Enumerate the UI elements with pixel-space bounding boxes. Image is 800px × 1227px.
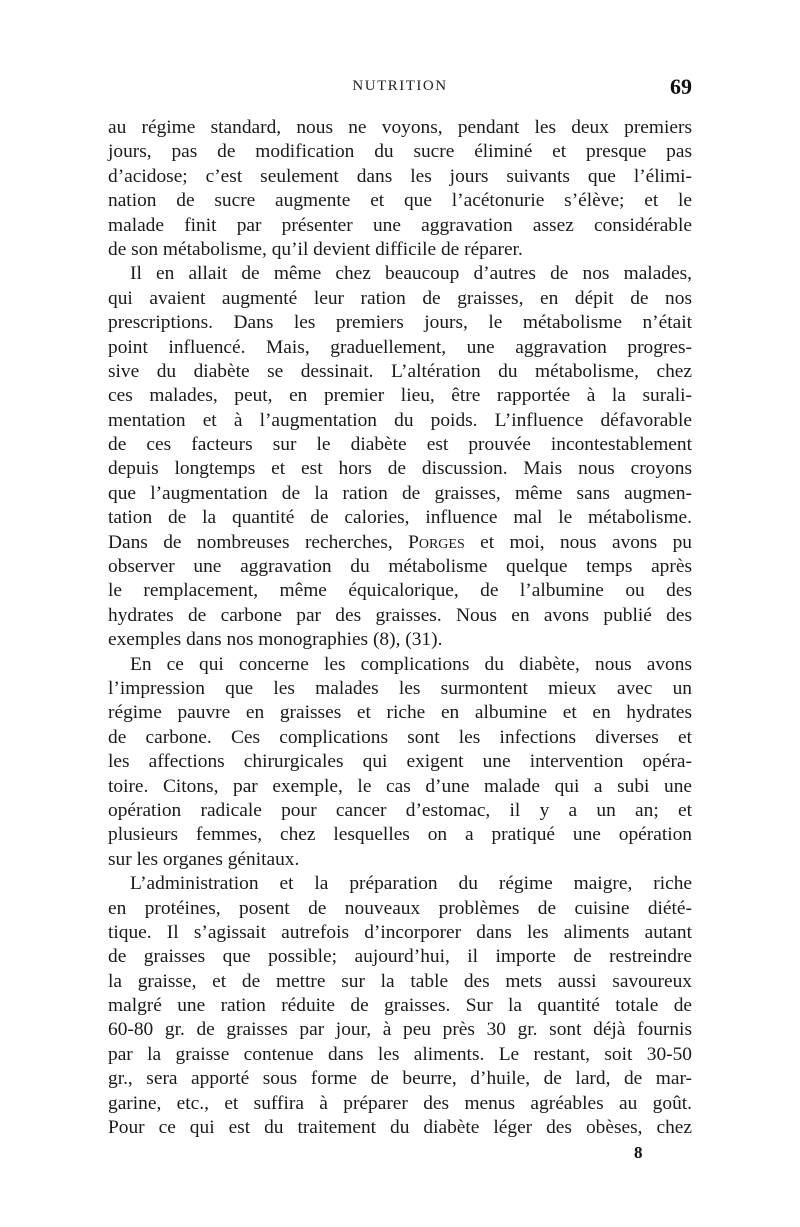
text-line: au régime standard, nous ne voyons, pendant les deux premiers xyxy=(108,117,692,138)
text-line: le remplacement, même équicalorique, de l’albumine ou des xyxy=(108,580,692,602)
text-line: jours, pas de modification du sucre éliminé et presque pas xyxy=(108,141,692,163)
text-line: point influencé. Mais, graduellement, une aggravation progres- xyxy=(108,336,692,358)
text-line: depuis longtemps et est hors de discussion. Mais nous croyons xyxy=(108,458,692,480)
paragraph-start-line: L’administration et la préparation du régime maigre, riche xyxy=(130,873,692,895)
text-line: l’impression que les malades les surmontent mieux avec un xyxy=(108,677,692,699)
text-line: sive du diabète se dessinait. L’altération du métabolisme, chez xyxy=(108,360,692,382)
text-line: que l’augmentation de la ration de graisses, même sans augmen- xyxy=(108,482,692,504)
text-line-with-author xyxy=(108,531,692,555)
text-line: régime pauvre en graisses et riche en albumine et en hydrates xyxy=(108,702,692,724)
text-line: qui avaient augmenté leur ration de graisses, en dépit de nos xyxy=(108,287,692,309)
text-line: malade finit par présenter une aggravation assez considérable xyxy=(108,214,692,236)
text-line: 60-80 gr. de graisses par jour, à peu près 30 gr. sont déjà fournis xyxy=(108,1019,692,1041)
text-line: les affections chirurgicales qui exigent une intervention opéra- xyxy=(108,751,692,773)
text-line: de son métabolisme, qu’il devient difficile de réparer. xyxy=(108,238,523,260)
text-line: gr., sera apporté sous forme de beurre, d’huile, de lard, de mar- xyxy=(108,1068,692,1090)
text-line: de ces facteurs sur le diabète est prouvée incontestablement xyxy=(108,434,692,456)
text-line: par la graisse contenue dans les aliments. Le restant, soit 30-50 xyxy=(108,1043,692,1065)
paragraph-start-line: Il en allait de même chez beaucoup d’autres de nos malades, xyxy=(130,263,692,285)
running-title: NUTRITION xyxy=(352,78,448,94)
text-line: d’acidose; c’est seulement dans les jours suivants que l’élimi- xyxy=(108,165,692,187)
text-line: de carbone. Ces complications sont les infections diverses et xyxy=(108,726,692,748)
body-text xyxy=(108,116,692,1140)
text-line: opération radicale pour cancer d’estomac, il y a un an; et xyxy=(108,799,692,821)
text-line: garine, etc., et suffira à préparer des menus agréables au goût. xyxy=(108,1092,692,1114)
text-line: ces malades, peut, en premier lieu, être rapportée à la surali- xyxy=(108,385,692,407)
text-segment: et moi, nous avons pu xyxy=(480,531,692,553)
text-line: hydrates de carbone par des graisses. Nous en avons publié des xyxy=(108,604,692,626)
text-line: la graisse, et de mettre sur la table des mets aussi savoureux xyxy=(108,970,692,992)
paragraph-start-line: En ce qui concerne les complications du diabète, nous avons xyxy=(130,653,692,675)
text-line: tation de la quantité de calories, influence mal le métabolisme. xyxy=(108,507,692,529)
text-line: mentation et à l’augmentation du poids. L’influence défavorable xyxy=(108,409,692,431)
running-head xyxy=(108,74,692,102)
text-line: Pour ce qui est du traitement du diabète léger des obèses, chez xyxy=(108,1117,692,1139)
text-line: prescriptions. Dans les premiers jours, le métabolisme n’était xyxy=(108,312,692,334)
text-segment: Dans de nombreuses recherches, xyxy=(108,531,393,553)
signature-mark: 8 xyxy=(634,1143,643,1162)
text-line: toire. Citons, par exemple, le cas d’une malade qui a subi une xyxy=(108,775,692,797)
text-line: nation de sucre augmente et que l’acétonurie s’élève; et le xyxy=(108,190,692,212)
text-line: sur les organes génitaux. xyxy=(108,848,300,870)
text-line: tique. Il s’agissait autrefois d’incorporer dans les aliments autant xyxy=(108,921,692,943)
author-name: Porges xyxy=(408,531,465,553)
page-number: 69 xyxy=(670,74,692,99)
text-line: de graisses que possible; aujourd’hui, il importe de restreindre xyxy=(108,946,692,968)
text-line: malgré une ration réduite de graisses. Sur la quantité totale de xyxy=(108,995,692,1017)
text-line: exemples dans nos monographies (8), (31). xyxy=(108,629,443,651)
text-line: plusieurs femmes, chez lesquelles on a pratiqué une opération xyxy=(108,824,692,846)
text-line: en protéines, posent de nouveaux problèmes de cuisine diété- xyxy=(108,897,692,919)
text-line: observer une aggravation du métabolisme quelque temps après xyxy=(108,556,692,578)
